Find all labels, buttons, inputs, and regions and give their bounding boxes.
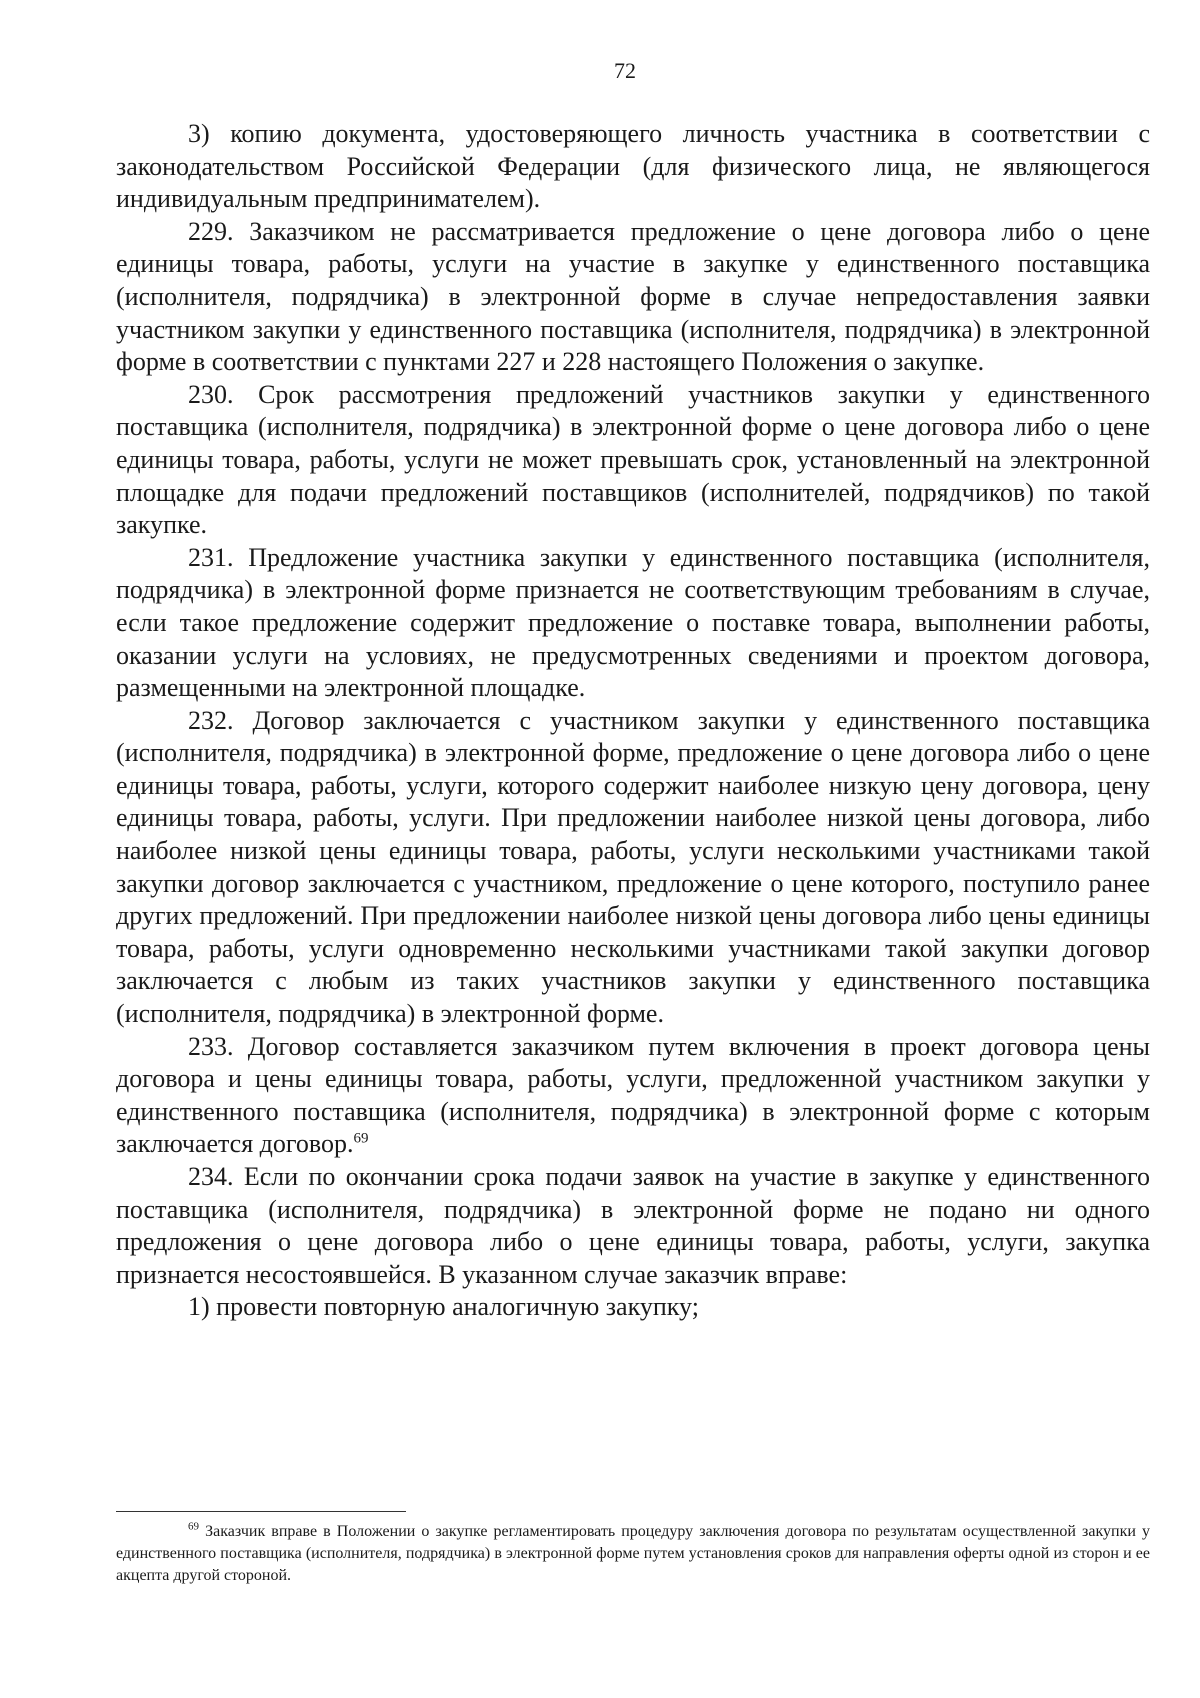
paragraph: [116, 216, 1150, 379]
footnote: [116, 1521, 1150, 1587]
paragraph-text: 230. Срок рассмотрения предложений участников закупки у единственного поставщика (исполнителя, подрядчика) в электронной форме о цене договора либо о цене единицы товара, работы, услуги не может превышать срок, установленный на электронной площадке для подачи предложений поставщиков (исполнителей, подрядчиков) по такой закупке.: [116, 379, 1150, 540]
paragraph-text: 229. Заказчиком не рассматривается предложение о цене договора либо о цене единицы товара, работы, услуги на участие в закупке у единственного поставщика (исполнителя, подрядчика) в электронной форме в случае непредоставления заявки участником закупки у единственного поставщика (исполнителя, подрядчика) в электронной форме в соответствии с пунктами 227 и 228 настоящего Положения о закупке.: [116, 216, 1150, 377]
paragraph: [116, 1031, 1150, 1161]
paragraph: [116, 379, 1150, 542]
footnote-reference[interactable]: 69: [353, 1130, 369, 1147]
paragraph-text: 231. Предложение участника закупки у единственного поставщика (исполнителя, подрядчика) в электронной форме признается не соответствующим требованиям в случае, если такое предложение содержит предложение о поставке товара, выполнении работы, оказании услуги на условиях, не предусмотренных сведениями и проектом договора, размещенными на электронной площадке.: [116, 542, 1150, 703]
paragraph: [116, 542, 1150, 705]
footnote-text: Заказчик вправе в Положении о закупке регламентировать процедуру заключения договора по результатам осуществленной закупки у единственного поставщика (исполнителя, подрядчика) в электронной форме путем установления сроков для направления оферты одной из сторон и ее акцепта другой стороной.: [116, 1523, 1150, 1584]
footnotes: [116, 1521, 1150, 1587]
paragraph-text: 233. Договор составляется заказчиком путем включения в проект договора цены договора и цены единицы товара, работы, услуги, предложенной участником закупки у единственного поставщика (исполнителя, подрядчика) в электронной форме с которым заключается договор.: [116, 1031, 1150, 1159]
body-text: [116, 118, 1150, 1324]
paragraph-text: 3) копию документа, удостоверяющего личность участника в соответствии с законодательством Российской Федерации (для физического лица, не являющегося индивидуальным предпринимателем).: [116, 119, 1150, 214]
paragraph-text: 232. Договор заключается с участником закупки у единственного поставщика (исполнителя, подрядчика) в электронной форме, предложение о цене договора либо о цене единицы товара, работы, услуги, которого содержит наиболее низкую цену договора, цену единицы товара, работы, услуги. При предложении наиболее низкой цены договора, либо наиболее низкой цены единицы товара, работы, услуги несколькими участниками такой закупки договор заключается с участником, предложение о цене которого, поступило ранее других предложений. При предложении наиболее низкой цены договора либо цены единицы товара, работы, услуги одновременно несколькими участниками такой закупки договор заключается с любым из таких участников закупки у единственного поставщика (исполнителя, подрядчика) в электронной форме.: [116, 705, 1150, 1029]
paragraph: [116, 705, 1150, 1031]
paragraph: [116, 118, 1150, 216]
paragraph: [116, 1161, 1150, 1291]
paragraph: [116, 1291, 1150, 1324]
footnote-mark: 69: [188, 1520, 199, 1533]
paragraph-text: 1) провести повторную аналогичную закупку;: [188, 1292, 699, 1322]
page-number: 72: [614, 58, 636, 83]
footnote-separator: [116, 1511, 406, 1512]
paragraph-text: 234. Если по окончании срока подачи заявок на участие в закупке у единственного поставщика (исполнителя, подрядчика) в электронной форме не подано ни одного предложения о цене договора либо о цене единицы товара, работы, услуги, закупка признается несостоявшейся. В указанном случае заказчик вправе:: [116, 1162, 1150, 1289]
